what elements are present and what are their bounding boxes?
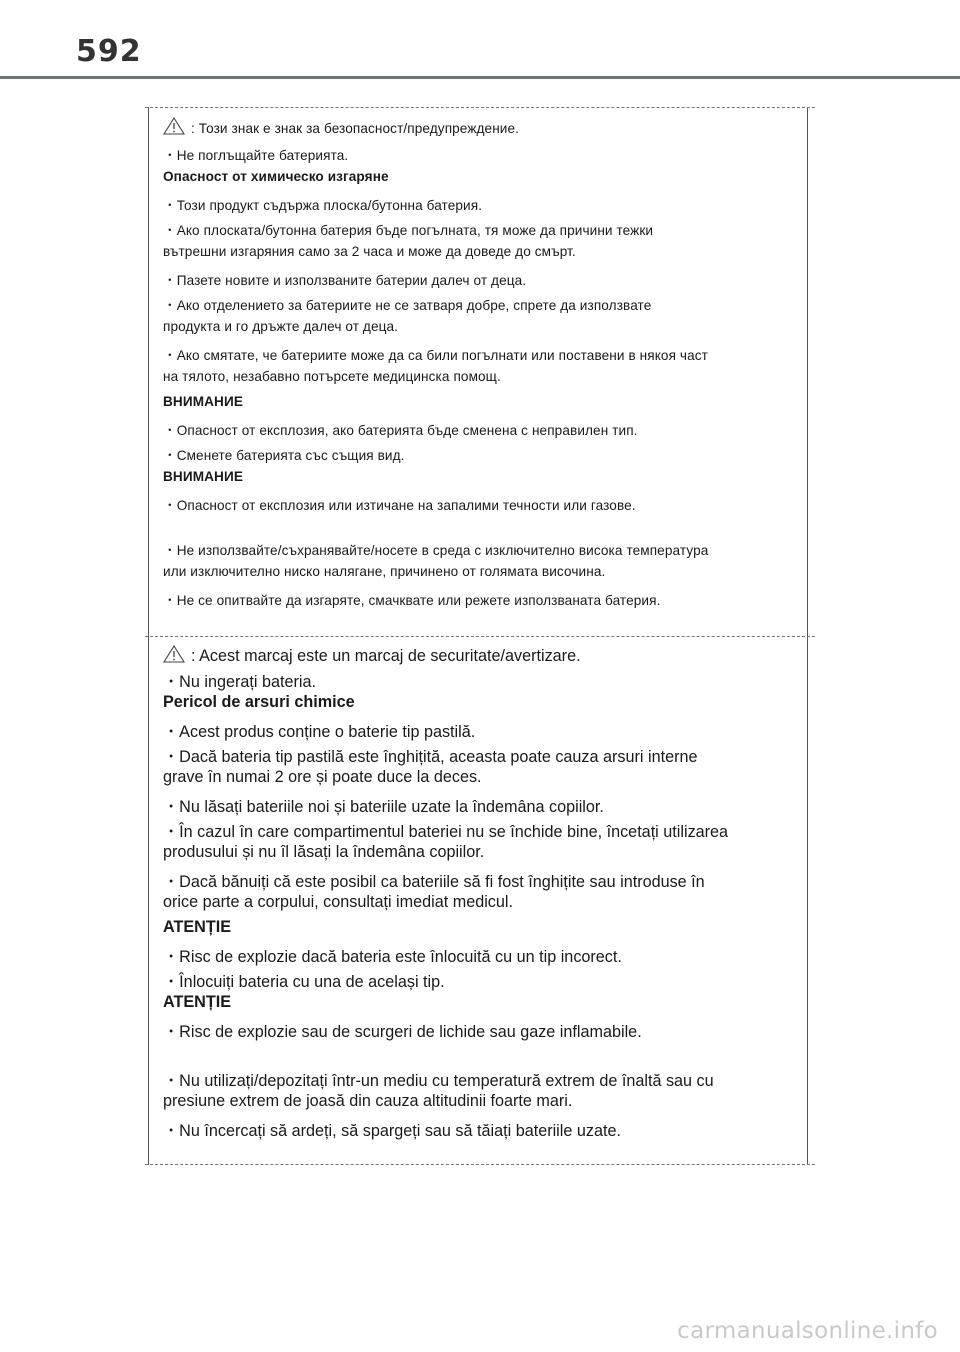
bulgarian-warning-section (148, 107, 808, 637)
romanian-warning-section (148, 637, 808, 1165)
text-line: orice parte a corpului, consultați imediat medicul. (163, 893, 513, 911)
text-line: ・Nu utilizați/depozitați într-un mediu cu temperatură extrem de înaltă sau cu (163, 1072, 714, 1090)
text-line: продукта и го дръжте далеч от деца. (163, 319, 399, 334)
text-line: ・Nu lăsați bateriile noi și bateriile uzate la îndemâna copiilor. (163, 798, 604, 816)
text-line: вътрешни изгаряния само за 2 часа и може да доведе до смърт. (163, 244, 576, 259)
warning-triangle-icon (163, 117, 185, 135)
text-line: presiune extrem de joasă din cauza altitudinii foarte mari. (163, 1092, 573, 1110)
text-line: ・Опасност от експлозия, ако батерията бъде сменена с неправилен тип. (163, 423, 638, 438)
text-line: ・În cazul în care compartimentul bateriei nu se închide bine, încetați utilizarea (163, 823, 729, 841)
text-line: ・Ако отделението за батериите не се затваря добре, спрете да използвате (163, 298, 652, 313)
text-line: или изключително ниско налягане, причинено от голямата височина. (163, 564, 606, 579)
section-heading: ВНИМАНИЕ (163, 394, 243, 409)
text-line: ・Dacă bănuiți că este posibil ca bateriile să fi fost înghițite sau introduse în (163, 873, 705, 891)
warning-triangle-icon (163, 645, 185, 663)
text-line: ・Не се опитвайте да изгаряте, смачквате или режете използваната батерия. (163, 593, 661, 608)
bg-symbol-text: : Този знак е знак за безопасност/предупреждение. (191, 121, 520, 136)
ro-symbol-text: : Acest marcaj este un marcaj de securitate/avertizare. (191, 647, 581, 665)
text-line: ・Пазете новите и използваните батерии далеч от деца. (163, 273, 527, 288)
text-line: ・Опасност от експлозия или изтичане на запалими течности или газове. (163, 498, 636, 513)
page-number: 592 (76, 34, 142, 69)
text-line: ・Сменете батерията със същия вид. (163, 448, 405, 463)
section-heading: Опасност от химическо изгаряне (163, 169, 389, 184)
text-line: grave în numai 2 ore și poate duce la deces. (163, 768, 482, 786)
section-top-border (145, 107, 815, 108)
text-line: ・Dacă bateria tip pastilă este înghițită, aceasta poate cauza arsuri interne (163, 748, 698, 766)
text-line: ・Nu încercați să ardeți, să spargeți sau să tăiați bateriile uzate. (163, 1122, 621, 1140)
text-line: ・Acest produs conține o baterie tip pastilă. (163, 723, 476, 741)
header-rule (0, 76, 960, 79)
section-heading: ATENȚIE (163, 993, 232, 1011)
text-line: ・Не използвайте/съхранявайте/носете в среда с изключително висока температура (163, 543, 709, 558)
text-line: ・Risc de explozie dacă bateria este înlocuită cu un tip incorect. (163, 948, 622, 966)
text-line: ・Този продукт съдържа плоска/бутонна батерия. (163, 198, 483, 213)
text-line: ・Nu ingerați bateria. (163, 673, 316, 691)
text-line: ・Înlocuiți bateria cu una de același tip. (163, 973, 445, 991)
text-line: ・Risc de explozie sau de scurgeri de lichide sau gaze inflamabile. (163, 1023, 642, 1041)
section-heading: Pericol de arsuri chimice (163, 693, 355, 711)
text-line: ・Ако смятате, че батериите може да са били погълнати или поставени в някоя част (163, 348, 708, 363)
text-line: ・Не поглъщайте батерията. (163, 148, 349, 163)
text-line: produsului și nu îl lăsați la îndemâna copiilor. (163, 843, 485, 861)
watermark: carmanualsonline.info (677, 1318, 938, 1344)
section-heading: ВНИМАНИЕ (163, 469, 243, 484)
bg-symbol-line (163, 117, 519, 136)
ro-symbol-line (163, 645, 581, 666)
section-bottom-border (145, 1164, 815, 1165)
text-line: ・Ако плоската/бутонна батерия бъде погълната, тя може да причини тежки (163, 223, 654, 238)
section-heading: ATENȚIE (163, 918, 232, 936)
text-line: на тялото, незабавно потърсете медицинска помощ. (163, 369, 501, 384)
